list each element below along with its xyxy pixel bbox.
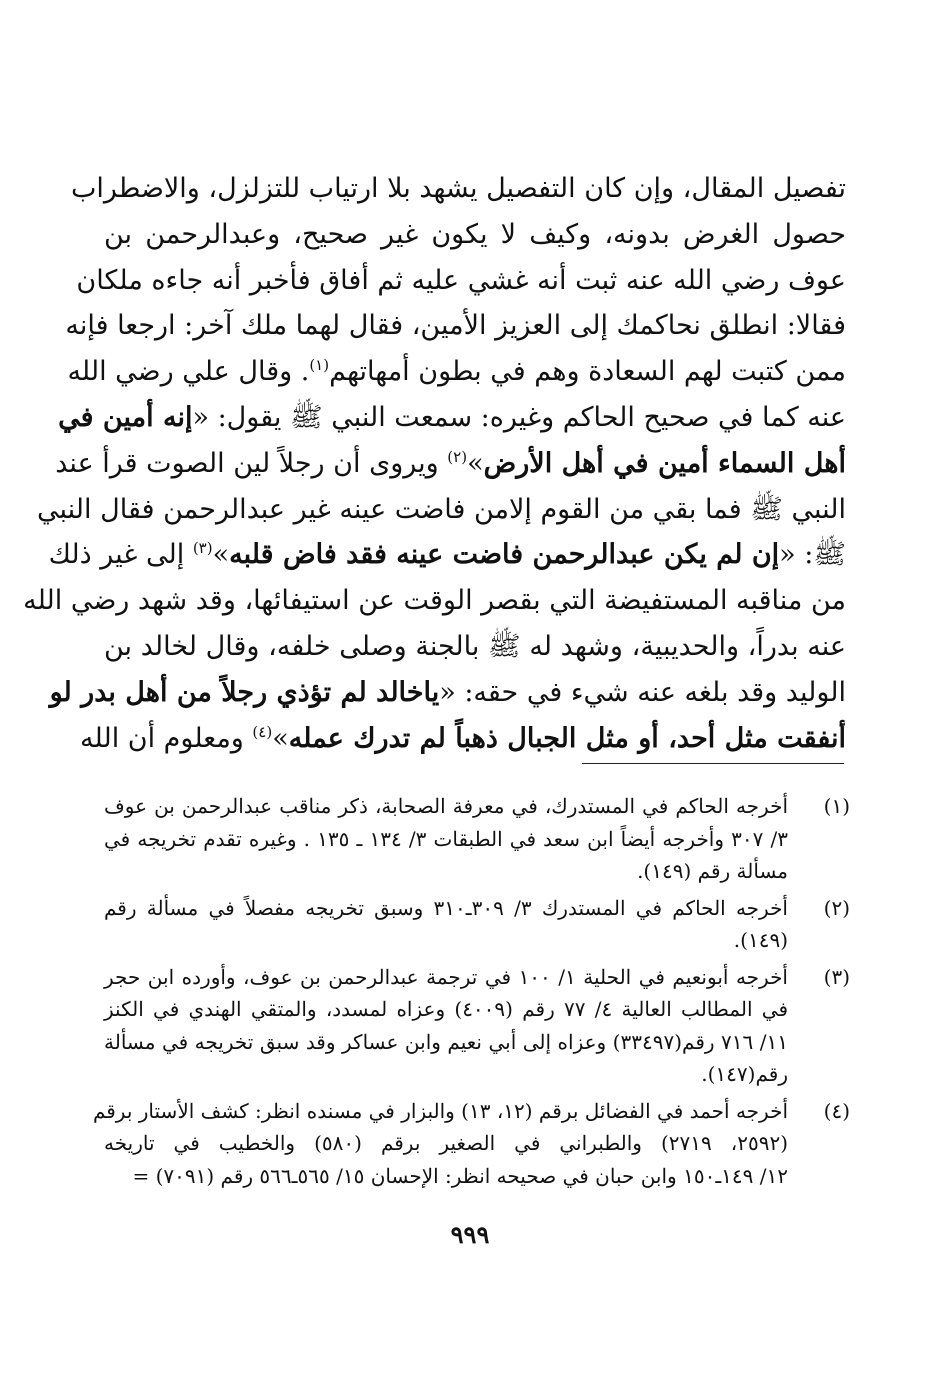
footnote-line: (٢٥٩٢، ٢٧١٩) والطبراني في الصغير برقم (٥٨٠) والخطيب في تاريخه [104,1131,789,1155]
footnotes-section [92,790,850,1196]
body-text-segment: ﷺ: « [779,539,846,571]
footnote-line: مسألة رقم (١٤٩). [637,859,788,883]
footnote-line: أخرجه أبونعيم في الحلية ١/ ١٠٠ في ترجمة عبدالرحمن بن عوف، وأورده ابن حجر [104,964,788,989]
footnote-ref: (١) [309,356,330,375]
hadith-quote: إن لم يكن عبدالرحمن فاضت عينه فقد فاض قلبه [229,539,780,571]
body-line [49,670,846,716]
footnote-ref: (٢) [447,447,468,466]
body-text-segment: » [467,447,484,479]
footnote-line: ٣/ ٣٠٧ وأخرجه أيضاً ابن سعد في الطبقات ٣/ ١٣٤ ـ ١٣٥ . وغيره تقدم تخريجه في [104,826,789,851]
footnote-line: أخرجه الحاكم في المستدرك ٣/ ٣٠٩ـ٣١٠ وسبق تخريجه مفصلاً في مسألة رقم [104,895,788,920]
footnote [104,961,850,1091]
footnote [104,790,850,888]
body-text-segment: الوليد وقد بلغه عنه شيء في حقه: « [439,676,846,708]
footnote-number: (٢) [823,895,850,920]
body-line [104,212,846,258]
body-text-segment: . وقال علي رضي الله [67,356,310,388]
footnote-line: في المطالب العالية ٤/ ٧٧ رقم (٤٠٠٩) وعزاه لمسدد، والمتقي الهندي في الكنز [104,997,789,1021]
footnote [104,892,850,957]
footnote-number: (٤) [823,1098,850,1123]
footnote-line: ١٢/ ١٤٩ـ١٥٠ وابن حبان في صحيحه انظر: الإحسان ١٥/ ٥٦٥ـ٥٦٦ رقم (٧٠٩١) = [132,1163,788,1188]
body-text-segment: ويروى أن رجلاً لين الصوت قرأ عند [55,447,448,479]
body-text-segment: فقالا: انطلق نحاكمك إلى العزيز الأمين، فقال لهما ملك آخر: ارجعا فإنه [65,310,846,342]
body-text-segment: عنه كما في صحيح الحاكم وغيره: سمعت النبي ﷺ يقول: « [192,401,846,433]
footnote-number: (٣) [823,964,850,989]
body-line [71,166,846,212]
body-line [48,532,846,578]
body-line [58,395,846,441]
body-text-segment: عنه بدراً، والحديبية، وشهد له ﷺ بالجنة وصلى خلفه، وقال لخالد بن [104,630,846,662]
body-line [67,349,846,395]
page-number: ٩٩٩ [450,1220,490,1249]
footnote-line: أخرجه الحاكم في المستدرك، في معرفة الصحابة، ذكر مناقب عبدالرحمن بن عوف [104,794,788,818]
body-text-segment: » [212,539,230,571]
footnote-number: (١) [823,794,850,818]
body-text-segment: من مناقبه المستفيضة التي بقصر الوقت عن استيفائها، وقد شهد رضي الله [23,585,846,617]
body-line [80,716,846,762]
body-text-segment: ممن كتبت لهم السعادة وهم في بطون أمهاتهم [329,356,846,388]
footnote-line: (١٤٩). [733,928,788,952]
body-text-segment: النبي ﷺ فما بقي من القوم إلامن فاضت عينه غير عبدالرحمن فقال النبي [37,493,846,525]
body-text-segment: » [272,722,289,754]
body-line [37,487,846,533]
body-text-segment: ومعلوم أن الله [80,722,253,754]
hadith-quote: إنه أمين في [58,401,193,433]
body-text-segment: عوف رضي الله عنه ثبت أنه غشي عليه ثم أفاق فأخبر أنه جاءه ملكان [76,264,846,296]
body-line [55,441,846,487]
hadith-quote: ياخالد لم تؤذي رجلاً من أهل بدر لو [49,676,440,708]
main-body-text [23,166,846,761]
body-text-segment: إلى غير ذلك [48,539,193,571]
footnote-ref: (٤) [252,722,273,741]
body-line [23,578,846,624]
footnote-ref: (٣) [192,539,213,558]
footnote [92,1095,850,1193]
body-line [104,624,846,670]
body-text-segment: حصول الغرض بدونه، وكيف لا يكون غير صحيح، وعبدالرحمن بن [104,218,846,250]
footnote-separator [582,763,844,764]
footnote-line: رقم(١٤٧). [701,1062,788,1086]
footnote-line: ١١/ ٧١٦ رقم(٣٣٤٩٧) وعزاه إلى أبي نعيم وابن عساكر وقد سبق تخريجه في مسألة [104,1029,788,1054]
body-text-segment: تفصيل المقال، وإن كان التفصيل يشهد بلا ارتياب للتزلزل، والاضطراب [71,173,846,204]
body-line [76,258,846,304]
footnote-line: أخرجه أحمد في الفضائل برقم (١٢، ١٣) والبزار في مسنده انظر: كشف الأستار برقم [92,1098,788,1123]
body-line [65,303,846,349]
hadith-quote: أنفقت مثل أحد، أو مثل الجبال ذهباً لم تدرك عمله [288,722,846,754]
hadith-quote: أهل السماء أمين في أهل الأرض [483,447,846,479]
